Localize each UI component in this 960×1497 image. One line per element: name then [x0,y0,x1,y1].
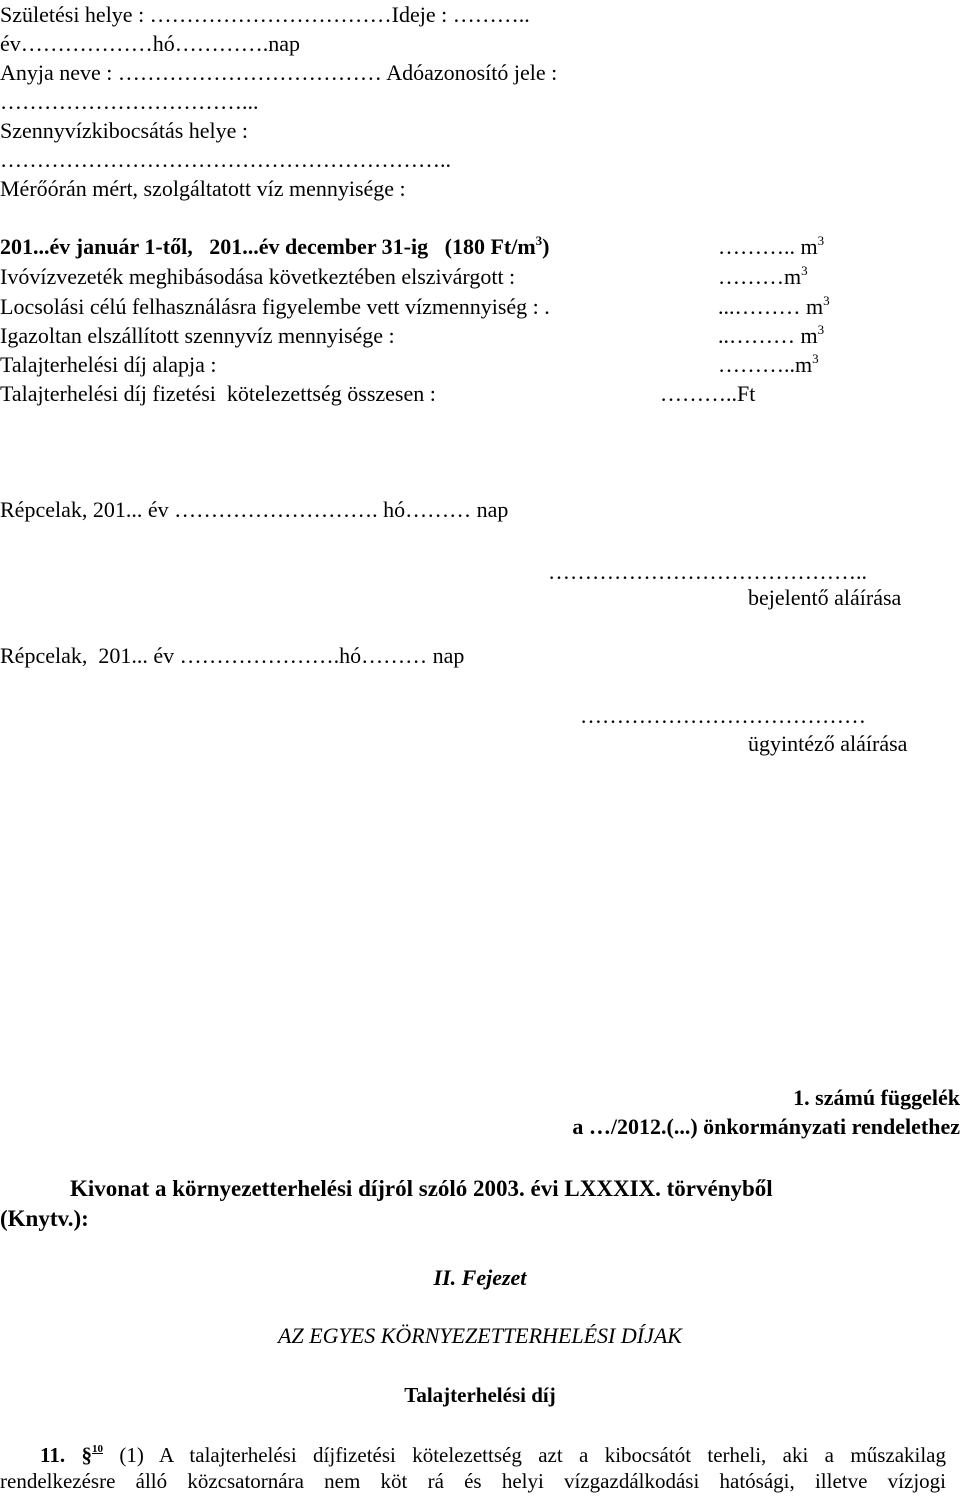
extract-title: Kivonat a környezetterhelési díjról szóló 2003. évi LXXXIX. törvényből [70,1176,773,1201]
base-label: Talajterhelési díj alapja : [0,352,217,377]
paragraph-line-1: 11. §$^{10}$ (1) A talajterhelési díjfizetési kötelezettség azt a kibocsátót terheli, aki a műszakilag [40,1443,947,1467]
irrigation-label: Locsolási célú felhasználásra figyelembe vett vízmennyiség : . [0,294,550,319]
irrigation-value: ...……… $m^3$ [718,293,830,319]
extract-title-cont: (Knytv.): [0,1206,89,1231]
total-value: ………..Ft [660,381,756,406]
paragraph-line-2: rendelkezésre álló közcsatornára nem köt rá és helyi vízgazdálkodási hatósági, illetve vízjogi [0,1469,946,1493]
footnote-ref[interactable]: 10 [91,1443,103,1455]
transported-value: ..……… $m^3$ [718,322,825,348]
birth-date-line: év………………hó………….nap [0,31,301,56]
tax-id-dots: ……………………………... [0,89,259,114]
base-value: $\dots\dots\dots..m^3$ [718,351,819,377]
leak-value: $\dots\dots\dots m^3$ [718,263,808,289]
declarant-signature-line: …………………………………….. [548,559,867,584]
date-line-1: Répcelak, 201... év ………………………. hó……… nap [0,497,509,522]
discharge-label: Szennyvízkibocsátás helye : [0,118,249,143]
birth-place-line: Születési helye : ……………………………Ideje : ……….. [0,2,530,27]
mother-tax-line: Anyja neve : ……………………………… Adóazonosító jele : [0,60,558,85]
period-label: 201...év január 1-től, 201...év december 31-ig (180 $Ft/m^3$) [0,233,550,259]
meter-label: Mérőórán mért, szolgáltatott víz mennyisége : [0,176,406,201]
paragraph-number: 11. § [40,1443,92,1467]
total-label: Talajterhelési díj fizetési kötelezettség összesen : [0,381,436,406]
period-value: ……….. $m^3$ [718,233,825,259]
date-line-2: Répcelak, 201... év ………………….hó……… nap [0,643,465,668]
declarant-signature-label: bejelentő aláírása [748,585,902,610]
chapter-heading: II. Fejezet [433,1265,527,1290]
chapter-title: AZ EGYES KÖRNYEZETTERHELÉSI DÍJAK [278,1323,682,1348]
section-title: Talajterhelési díj [404,1383,556,1407]
leak-label: Ivóvízvezeték meghibásodása következtében elszivárgott : [0,264,516,289]
discharge-dots: …………………………………………………….. [0,147,451,172]
officer-signature-line: ………………………………… [580,703,866,728]
appendix-number: 1. számú függelék [793,1085,960,1110]
appendix-reference: a …/2012.(...) önkormányzati rendelethez [572,1114,960,1139]
transported-label: Igazoltan elszállított szennyvíz mennyisége : [0,323,395,348]
officer-signature-label: ügyintéző aláírása [748,731,908,756]
